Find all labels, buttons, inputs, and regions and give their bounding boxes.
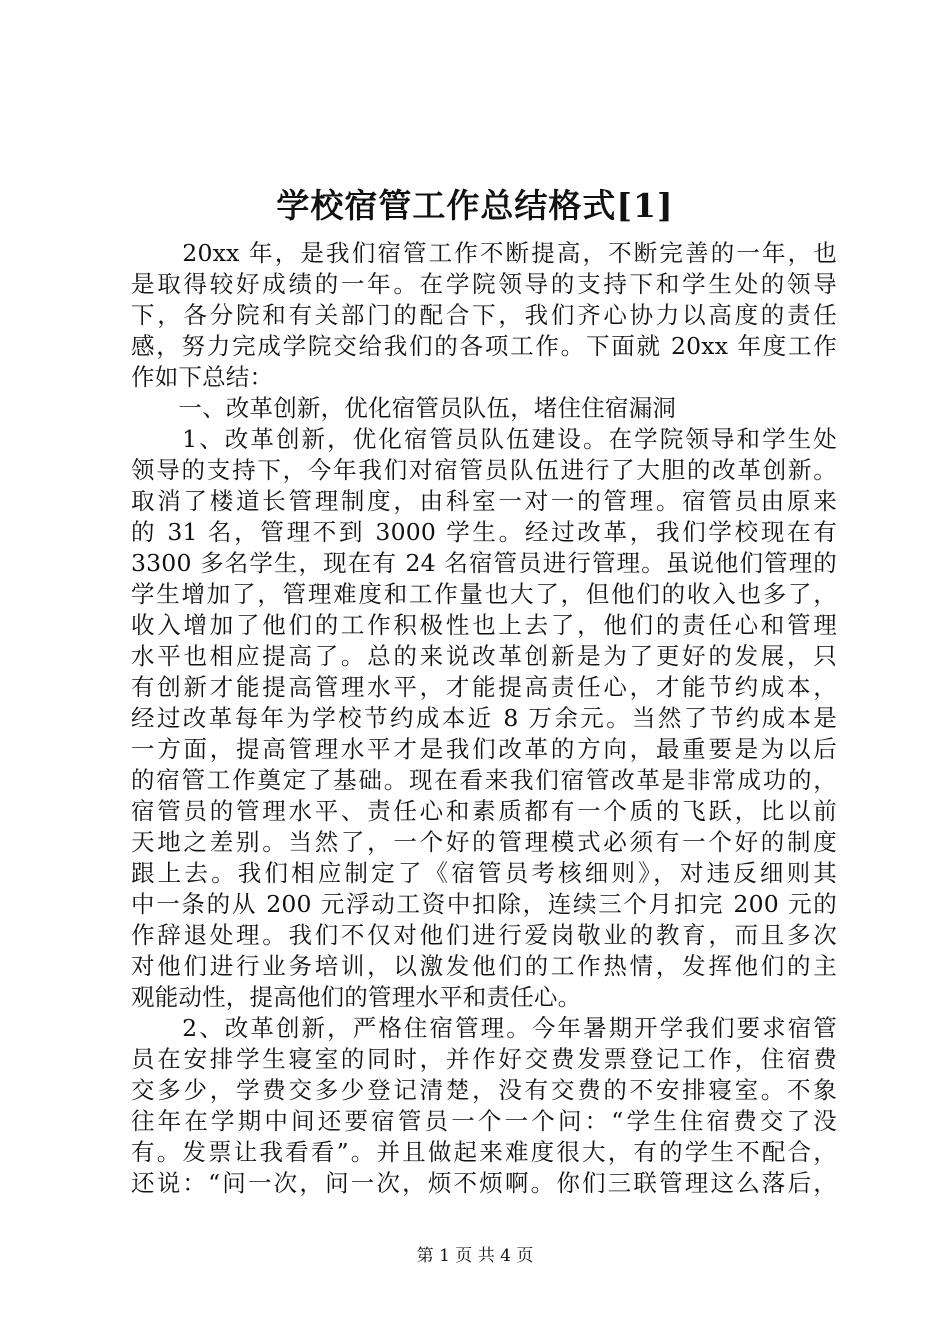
text-line: 收入增加了他们的工作积极性也上去了，他们的责任心和管理 [131,611,837,639]
text-line: 2、改革创新，严格住宿管理。今年暑期开学我们要求宿管 [131,1014,837,1042]
text-line: 的宿管工作奠定了基础。现在看来我们宿管改革是非常成功的， [131,766,837,794]
text-line: 学生增加了，管理难度和工作量也大了，但他们的收入也多了， [131,580,837,608]
text-line: 作辞退处理。我们不仅对他们进行爱岗敬业的教育，而且多次 [131,921,837,949]
section-heading: 一、改革创新，优化宿管员队伍，堵住住宿漏洞 [131,394,677,422]
text-line: 观能动性，提高他们的管理水平和责任心。 [131,983,582,1011]
text-line: 对他们进行业务培训，以激发他们的工作热情，发挥他们的主 [131,952,837,980]
text-line: 跟上去。我们相应制定了《宿管员考核细则》，对违反细则其 [131,859,837,887]
text-line: 下，各分院和有关部门的配合下，我们齐心协力以高度的责任 [131,301,837,329]
text-line: 是取得较好成绩的一年。在学院领导的支持下和学生处的领导 [131,270,837,298]
text-line: 有。发票让我看看”。并且做起来难度很大，有的学生不配合， [131,1138,837,1166]
text-line: 中一条的从 200 元浮动工资中扣除，连续三个月扣完 200 元的 [131,890,837,918]
document-body [131,238,837,1199]
text-line: 还说：“问一次，问一次，烦不烦啊。你们三联管理这么落后， [131,1169,837,1197]
text-line: 交多少，学费交多少登记清楚，没有交费的不安排寝室。不象 [131,1076,837,1104]
page-footer: 第 1 页 共 4 页 [416,1246,534,1266]
text-line: 经过改革每年为学校节约成本近 8 万余元。当然了节约成本是 [131,704,837,732]
text-line: 作如下总结： [131,363,274,391]
text-line: 取消了楼道长管理制度，由科室一对一的管理。宿管员由原来 [131,487,837,515]
text-line: 领导的支持下，今年我们对宿管员队伍进行了大胆的改革创新。 [131,456,837,484]
text-line: 宿管员的管理水平、责任心和素质都有一个质的飞跃，比以前 [131,797,837,825]
text-line: 水平也相应提高了。总的来说改革创新是为了更好的发展，只 [131,642,837,670]
text-line: 的 31 名，管理不到 3000 学生。经过改革，我们学校现在有 [131,518,837,546]
text-line: 天地之差别。当然了，一个好的管理模式必须有一个好的制度 [131,828,837,856]
document-title: 学校宿管工作总结格式[1] [276,186,674,225]
text-line: 20xx 年，是我们宿管工作不断提高，不断完善的一年，也 [131,239,837,267]
text-line: 员在安排学生寝室的同时，并作好交费发票登记工作，住宿费 [131,1045,837,1073]
text-line: 有创新才能提高管理水平，才能提高责任心，才能节约成本， [131,673,837,701]
text-line: 感，努力完成学院交给我们的各项工作。下面就 20xx 年度工作 [131,332,837,360]
text-line: 一方面，提高管理水平才是我们改革的方向，最重要是为以后 [131,735,837,763]
text-line: 往年在学期中间还要宿管员一个一个问：“学生住宿费交了没 [131,1107,837,1135]
text-line: 3300 多名学生，现在有 24 名宿管员进行管理。虽说他们管理的 [131,549,837,577]
text-line: 1、改革创新，优化宿管员队伍建设。在学院领导和学生处 [131,425,837,453]
